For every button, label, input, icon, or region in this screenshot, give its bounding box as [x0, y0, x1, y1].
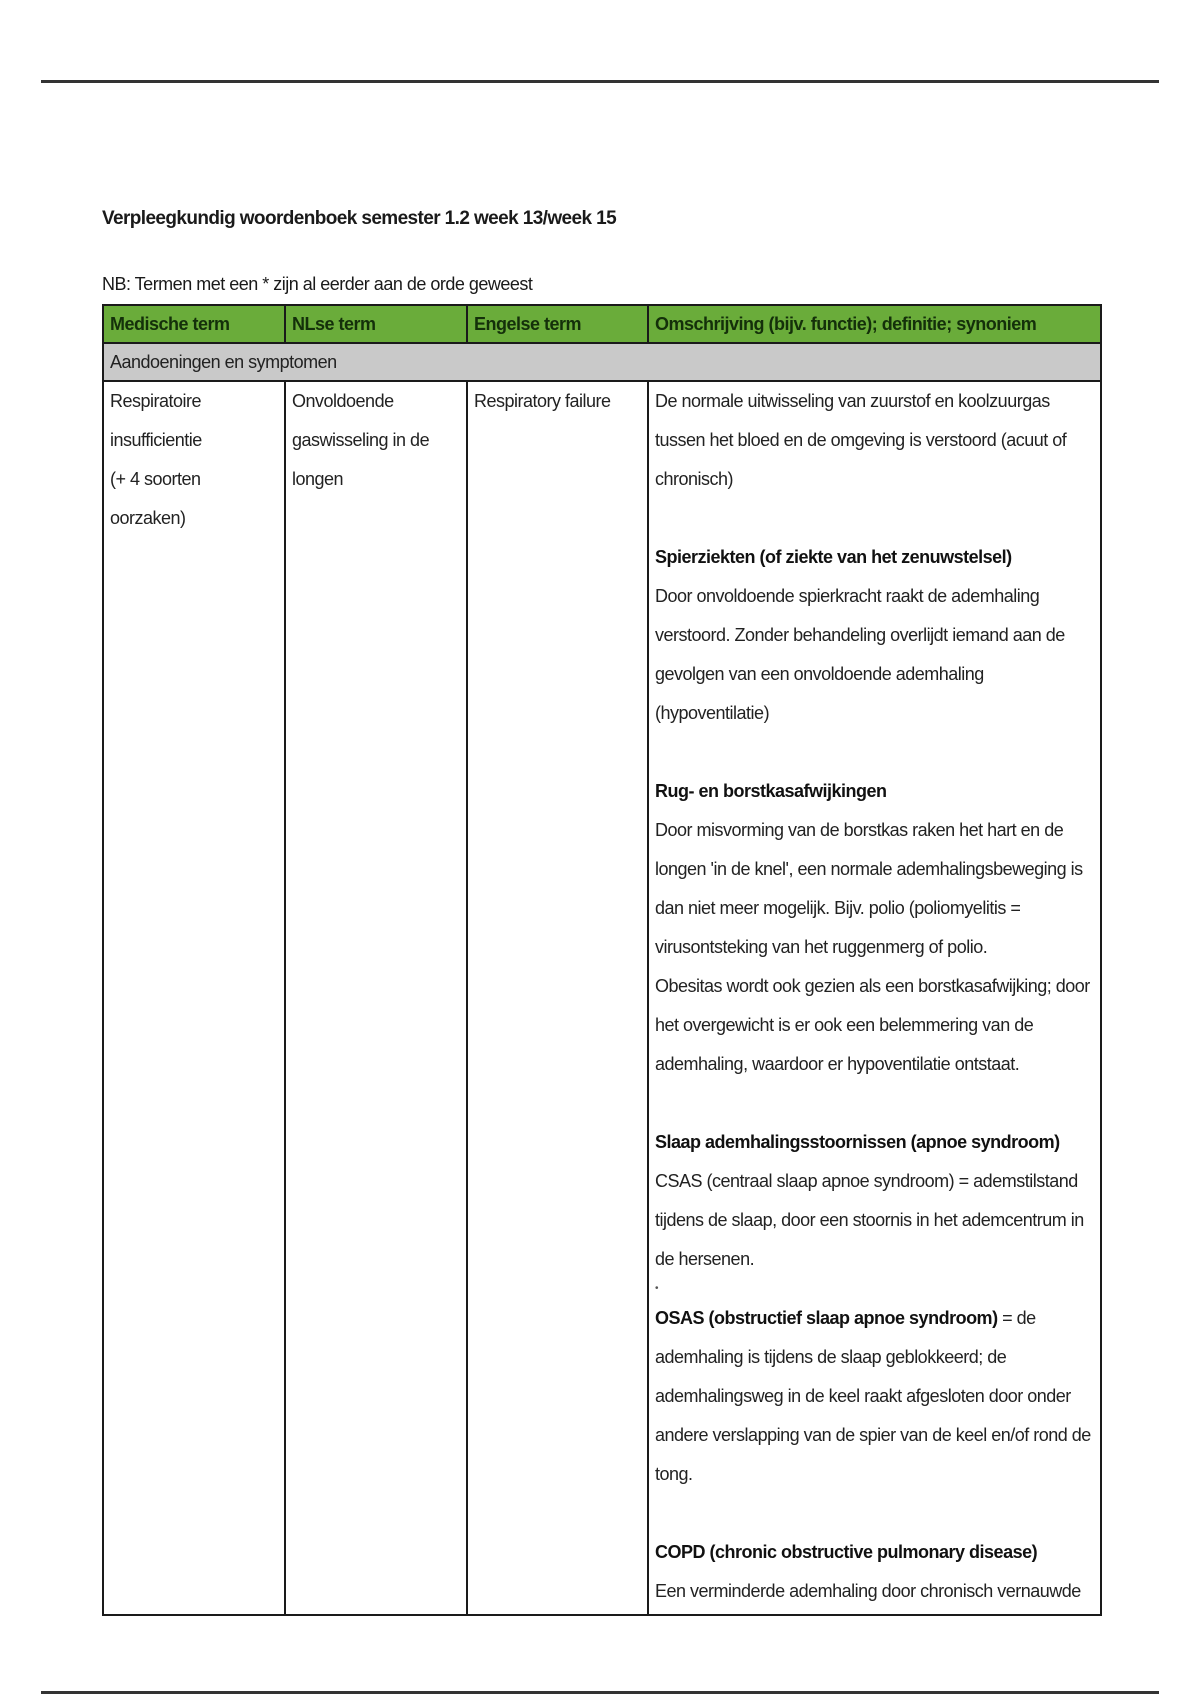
cell-description [648, 381, 1101, 1615]
text-rug-borstkas-1: Door misvorming van de borstkas raken het hart en de longen 'in de knel', een normale ademhalingsbeweging is dan niet meer mogelijk. Bijv. polio (poliomyelitis = virusontsteking van het ruggenmerg of polio. [655, 820, 1083, 957]
dutch-term-line2: gaswisseling in de longen [292, 430, 430, 489]
text-copd: Een verminderde ademhaling door chronisch vernauwde [655, 1581, 1081, 1601]
section-label: Aandoeningen en symptomen [103, 343, 1101, 381]
description-intro: De normale uitwisseling van zuurstof en koolzuurgas tussen het bloed en de omgeving is verstoord (acuut of chronisch) [655, 391, 1067, 489]
cell-english-term [467, 381, 648, 1615]
text-csas: CSAS (centraal slaap apnoe syndroom) = ademstilstand tijdens de slaap, door een stoornis in het ademcentrum in de hersenen. [655, 1171, 1084, 1269]
table-header-row [103, 305, 1101, 343]
text-rug-borstkas-2: Obesitas wordt ook gezien als een borstkasafwijking; door het overgewicht is er ook een belemmering van de ademhaling, waardoor er hypoventilatie ontstaat. [655, 976, 1090, 1074]
bottom-rule [41, 1691, 1159, 1694]
text-spierziekten: Door onvoldoende spierkracht raakt de ademhaling verstoord. Zonder behandeling overlijdt iemand aan de gevolgen van een onvoldoende ademhaling (hypoventilatie) [655, 586, 1065, 723]
dictionary-table [102, 304, 1102, 1616]
header-english-term: Engelse term [467, 305, 648, 343]
cell-medical-term [103, 381, 285, 1615]
section-row [103, 343, 1101, 381]
header-dutch-term: NLse term [285, 305, 467, 343]
heading-spierziekten: Spierziekten (of ziekte van het zenuwstelsel) [655, 547, 1012, 567]
header-medical-term: Medische term [103, 305, 285, 343]
text-osas: = de ademhaling is tijdens de slaap geblokkeerd; de ademhalingsweg in de keel raakt afgesloten door onder andere verslapping van de spier van de keel en/of rond de tong. [655, 1308, 1091, 1484]
heading-slaap-apnoe: Slaap ademhalingsstoornissen (apnoe syndroom) [655, 1132, 1060, 1152]
document-title: Verpleegkundig woordenboek semester 1.2 week 13/week 15 [102, 208, 617, 229]
english-term: Respiratory failure [474, 391, 611, 411]
top-rule [41, 80, 1159, 83]
document-note: NB: Termen met een * zijn al eerder aan de orde geweest [102, 274, 533, 294]
heading-osas: OSAS (obstructief slaap apnoe syndroom) [655, 1308, 998, 1328]
cell-dutch-term [285, 381, 467, 1615]
dutch-term-line1: Onvoldoende [292, 391, 394, 411]
heading-copd: COPD (chronic obstructive pulmonary disease) [655, 1542, 1038, 1562]
table-row [103, 381, 1101, 1615]
header-description: Omschrijving (bijv. functie); definitie; synoniem [648, 305, 1101, 343]
osas-paragraph [655, 1299, 1094, 1494]
bullet-dot: • [655, 1283, 659, 1294]
medical-term-note: (+ 4 soorten oorzaken) [110, 469, 201, 528]
heading-rug-borstkas: Rug- en borstkasafwijkingen [655, 781, 887, 801]
medical-term: Respiratoire insufficientie [110, 391, 202, 450]
